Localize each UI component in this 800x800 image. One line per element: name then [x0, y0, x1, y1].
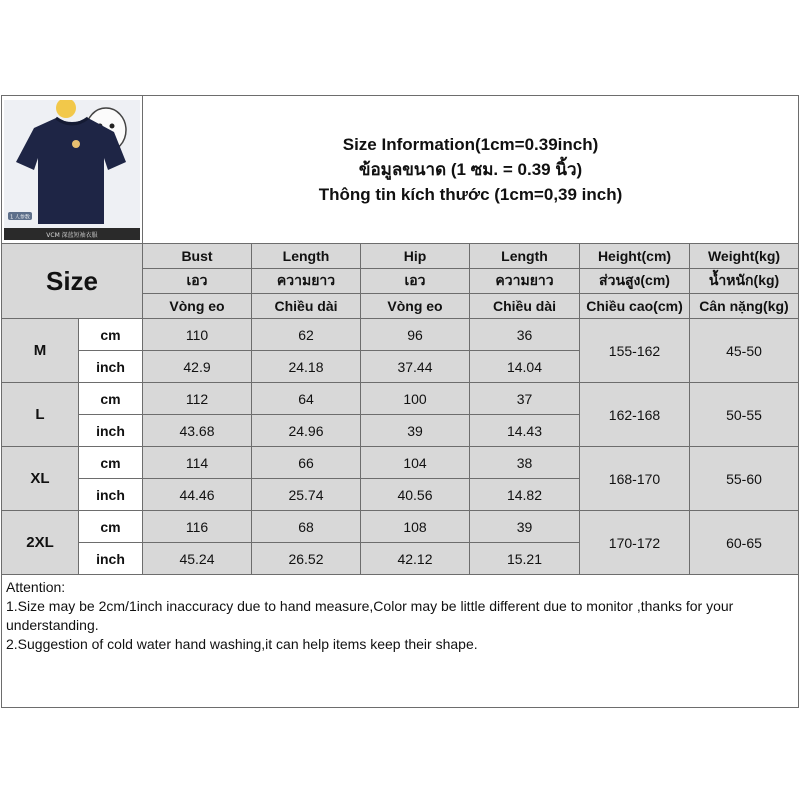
unit-inch: inch [79, 415, 143, 447]
length-2-cm: 39 [470, 511, 580, 543]
photo-caption: VCM 深蓝短袖衣服 [46, 231, 98, 239]
col-header-bust-vi: Vòng eo [143, 294, 252, 319]
length-2-inch: 15.21 [470, 543, 580, 575]
embroidery-icon [72, 140, 80, 148]
unit-cm: cm [79, 383, 143, 415]
length-inch: 24.18 [252, 351, 361, 383]
col-header-height-vi: Chiều cao(cm) [580, 294, 690, 319]
col-header-bust: Bust [143, 244, 252, 269]
col-header-weight-vi: Cân nặng(kg) [690, 294, 799, 319]
weight-range: 55-60 [690, 447, 799, 511]
col-header-height: Height(cm) [580, 244, 690, 269]
title-thai: ข้อมูลขนาด (1 ซม. = 0.39 นิ้ว) [358, 160, 583, 179]
bust-inch: 44.46 [143, 479, 252, 511]
bust-cm: 114 [143, 447, 252, 479]
notes-row [2, 575, 799, 708]
hip-inch: 40.56 [361, 479, 470, 511]
length-cm: 66 [252, 447, 361, 479]
length-inch: 24.96 [252, 415, 361, 447]
col-header-weight-th: น้ำหนัก(kg) [690, 269, 799, 294]
col-header-length-vi: Chiều dài [252, 294, 361, 319]
length-inch: 25.74 [252, 479, 361, 511]
height-range: 155-162 [580, 319, 690, 383]
col-header-length-2-th: ความยาว [470, 269, 580, 294]
bust-inch: 45.24 [143, 543, 252, 575]
title-row [2, 96, 799, 244]
hip-cm: 100 [361, 383, 470, 415]
hip-inch: 39 [361, 415, 470, 447]
col-header-length-2: Length [470, 244, 580, 269]
table-row [2, 511, 799, 543]
length-2-inch: 14.43 [470, 415, 580, 447]
size-label-m: M [2, 319, 79, 383]
height-range: 168-170 [580, 447, 690, 511]
weight-range: 45-50 [690, 319, 799, 383]
col-header-hip-vi: Vòng eo [361, 294, 470, 319]
table-row [2, 447, 799, 479]
weight-range: 50-55 [690, 383, 799, 447]
length-cm: 64 [252, 383, 361, 415]
size-header: Size [2, 244, 143, 319]
bust-inch: 42.9 [143, 351, 252, 383]
height-range: 170-172 [580, 511, 690, 575]
bust-inch: 43.68 [143, 415, 252, 447]
notes-heading: Attention: [6, 579, 66, 595]
col-header-height-th: ส่วนสูง(cm) [580, 269, 690, 294]
table-row [2, 319, 799, 351]
attention-notes [2, 575, 799, 708]
product-photo-cell [2, 96, 143, 244]
size-label-xl: XL [2, 447, 79, 511]
col-header-bust-th: เอว [143, 269, 252, 294]
length-2-inch: 14.82 [470, 479, 580, 511]
header-row-english [2, 244, 799, 269]
hip-cm: 104 [361, 447, 470, 479]
hip-cm: 96 [361, 319, 470, 351]
col-header-hip: Hip [361, 244, 470, 269]
note-item: 2.Suggestion of cold water hand washing,it can help items keep their shape. [6, 636, 478, 652]
col-header-length: Length [252, 244, 361, 269]
unit-inch: inch [79, 479, 143, 511]
length-2-cm: 37 [470, 383, 580, 415]
height-range: 162-168 [580, 383, 690, 447]
length-cm: 68 [252, 511, 361, 543]
title-english: Size Information(1cm=0.39inch) [342, 135, 599, 154]
col-header-weight: Weight(kg) [690, 244, 799, 269]
size-label-2xl: 2XL [2, 511, 79, 575]
bust-cm: 110 [143, 319, 252, 351]
col-header-length-th: ความยาว [252, 269, 361, 294]
unit-inch: inch [79, 351, 143, 383]
title-vietnamese: Thông tin kích thước (1cm=0,39 inch) [318, 185, 623, 204]
size-table [1, 95, 799, 708]
col-header-hip-th: เอว [361, 269, 470, 294]
unit-cm: cm [79, 511, 143, 543]
unit-inch: inch [79, 543, 143, 575]
table-row [2, 383, 799, 415]
length-cm: 62 [252, 319, 361, 351]
col-header-length-2-vi: Chiều dài [470, 294, 580, 319]
bust-cm: 112 [143, 383, 252, 415]
length-2-cm: 38 [470, 447, 580, 479]
note-item: 1.Size may be 2cm/1inch inaccuracy due to hand measure,Color may be little different due to monitor ,thanks for your understanding. [6, 598, 734, 633]
length-2-cm: 36 [470, 319, 580, 351]
photo-tag: 1 人参数 [10, 214, 30, 220]
weight-range: 60-65 [690, 511, 799, 575]
product-photo [4, 100, 140, 240]
size-chart [1, 95, 798, 708]
bust-cm: 116 [143, 511, 252, 543]
length-inch: 26.52 [252, 543, 361, 575]
tshirt-image [4, 100, 140, 240]
size-label-l: L [2, 383, 79, 447]
hip-cm: 108 [361, 511, 470, 543]
length-2-inch: 14.04 [470, 351, 580, 383]
hip-inch: 42.12 [361, 543, 470, 575]
title-block [143, 96, 799, 244]
hip-inch: 37.44 [361, 351, 470, 383]
unit-cm: cm [79, 319, 143, 351]
unit-cm: cm [79, 447, 143, 479]
